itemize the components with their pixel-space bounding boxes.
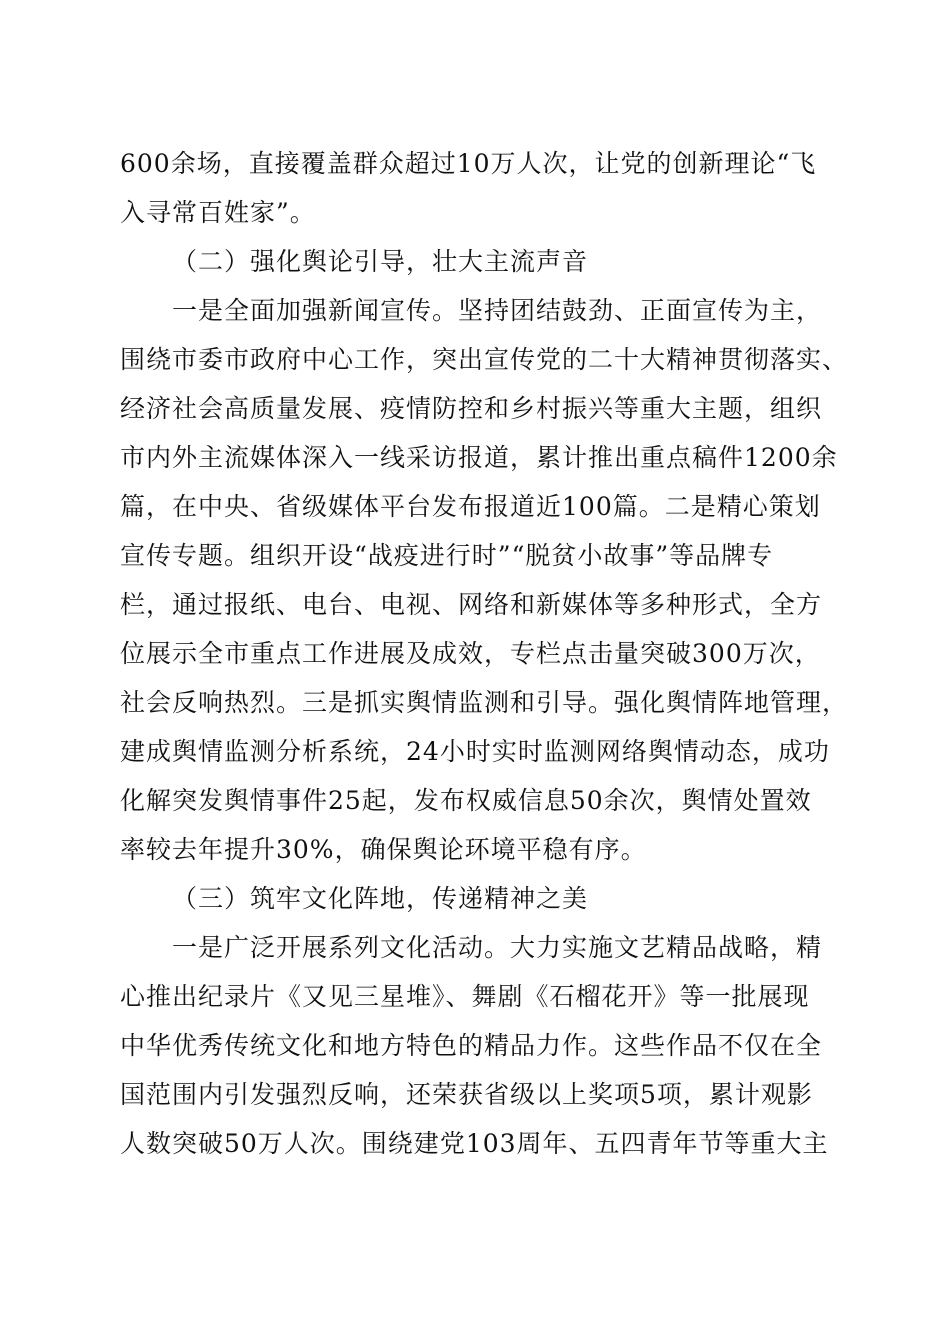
- section-heading: （二）强化舆论引导，壮大主流声音: [172, 247, 589, 276]
- text-line: 率较去年提升30%，确保舆论环境平稳有序。: [120, 835, 647, 864]
- text-line: 600余场，直接覆盖群众超过10万人次，让党的创新理论“飞: [120, 149, 817, 178]
- text-line: 宣传专题。组织开设“战疫进行时”“脱贫小故事”等品牌专: [120, 541, 774, 570]
- section-heading: （三）筑牢文化阵地，传递精神之美: [172, 884, 589, 913]
- text-line: 经济社会高质量发展、疫情防控和乡村振兴等重大主题，组织: [120, 394, 823, 423]
- text-line: 建成舆情监测分析系统，24小时实时监测网络舆情动态，成功: [120, 737, 830, 766]
- text-line: 国范围内引发强烈反响，还荣获省级以上奖项5项，累计观影: [120, 1080, 813, 1109]
- paragraph-first-line: 一是广泛开展系列文化活动。大力实施文艺精品战略，精: [172, 933, 823, 962]
- text-line: 篇，在中央、省级媒体平台发布报道近100篇。二是精心策划: [120, 492, 821, 521]
- text-line: 化解突发舆情事件25起，发布权威信息50余次，舆情处置效: [120, 786, 812, 815]
- text-line: 位展示全市重点工作进展及成效，专栏点击量突破300万次，: [120, 639, 821, 668]
- document-body: [120, 139, 849, 1168]
- text-line: 中华优秀传统文化和地方特色的精品力作。这些作品不仅在全: [120, 1031, 823, 1060]
- text-line: 市内外主流媒体深入一线采访报道，累计推出重点稿件1200余: [120, 443, 838, 472]
- text-line: 围绕市委市政府中心工作，突出宣传党的二十大精神贯彻落实、: [120, 345, 849, 374]
- text-line: 心推出纪录片《又见三星堆》、舞剧《石榴花开》等一批展现: [120, 982, 810, 1011]
- text-line: 社会反响热烈。三是抓实舆情监测和引导。强化舆情阵地管理，: [120, 688, 849, 717]
- text-line: 栏，通过报纸、电台、电视、网络和新媒体等多种形式，全方: [120, 590, 823, 619]
- paragraph-first-line: 一是全面加强新闻宣传。坚持团结鼓劲、正面宣传为主，: [172, 296, 823, 325]
- text-line: 入寻常百姓家”。: [120, 198, 316, 227]
- text-line: 人数突破50万人次。围绕建党103周年、五四青年节等重大主: [120, 1129, 829, 1158]
